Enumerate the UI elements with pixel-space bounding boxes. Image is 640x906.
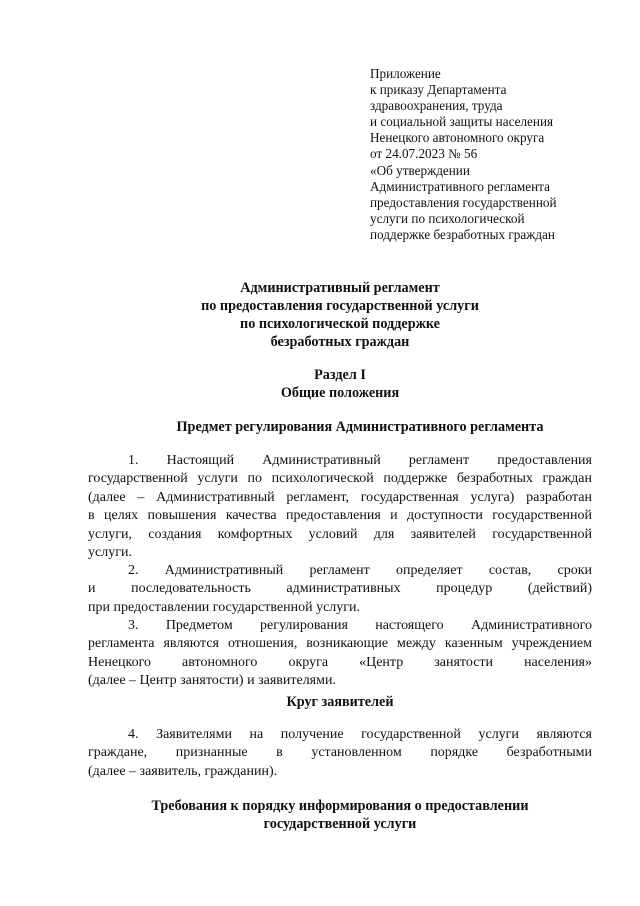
paragraph-line: 2. Административный регламент определяет состав, сроки bbox=[128, 563, 592, 578]
paragraph-line: услуги. bbox=[88, 545, 132, 561]
appendix-line: Административного регламента bbox=[370, 178, 550, 194]
appendix-block bbox=[370, 66, 620, 243]
document-title bbox=[60, 279, 620, 351]
section-name: Общие положения bbox=[280, 385, 400, 401]
paragraph-line: граждане, признанные в установленном порядке безработными bbox=[88, 745, 592, 761]
paragraph-line: (далее – Административный регламент, государственная услуга) разработан bbox=[88, 489, 592, 505]
appendix-line: от 24.07.2023 № 56 bbox=[370, 146, 478, 162]
paragraph-line: (далее – Центр занятости) и заявителями. bbox=[88, 673, 336, 689]
title-line: по предоставления государственной услуги bbox=[201, 298, 479, 314]
requirements-heading bbox=[60, 797, 620, 833]
appendix-line: здравоохранения, труда bbox=[370, 98, 503, 114]
paragraph-line: регламента являются отношения, возникающие между казенным учреждением bbox=[88, 636, 592, 652]
paragraph-4 bbox=[88, 726, 592, 781]
appendix-line: Ненецкого автономного округа bbox=[370, 130, 545, 146]
paragraph-line: государственной услуги по психологической поддержке безработных граждан bbox=[88, 471, 592, 487]
requirements-heading-line: Требования к порядку информирования о предоставлении bbox=[151, 798, 529, 814]
section-number: Раздел I bbox=[314, 367, 366, 383]
paragraph-line: и последовательность административных процедур (действий) bbox=[88, 581, 592, 597]
paragraph-1 bbox=[88, 452, 592, 562]
paragraph-3 bbox=[88, 617, 592, 691]
appendix-line: Приложение bbox=[370, 66, 441, 81]
appendix-line: поддержке безработных граждан bbox=[370, 226, 555, 242]
paragraph-line: 4. Заявителями на получение государственной услуги являются bbox=[128, 727, 592, 742]
paragraph-line: услуги, создания комфортных условий для заявителей государственной bbox=[88, 526, 592, 542]
title-line: по психологической поддержке bbox=[240, 316, 440, 332]
applicants-heading bbox=[60, 693, 620, 711]
section-heading bbox=[60, 366, 620, 402]
appendix-line: предоставления государственной bbox=[370, 194, 557, 210]
paragraph-line: (далее – заявитель, гражданин). bbox=[88, 763, 278, 779]
appendix-line: к приказу Департамента bbox=[370, 82, 507, 98]
applicants-heading-text: Круг заявителей bbox=[286, 694, 394, 710]
paragraph-line: при предоставлении государственной услуги. bbox=[88, 599, 361, 615]
appendix-line: «Об утверждении bbox=[370, 162, 470, 178]
paragraph-line: в целях повышения качества предоставления и доступности государственной bbox=[88, 508, 592, 524]
requirements-heading-line: государственной услуги bbox=[263, 816, 417, 832]
paragraph-line: 1. Настоящий Административный регламент предоставления bbox=[128, 453, 592, 468]
subject-heading bbox=[110, 418, 610, 436]
subject-heading-text: Предмет регулирования Административного регламента bbox=[176, 419, 544, 435]
paragraph-line: 3. Предметом регулирования настоящего Административного bbox=[128, 618, 592, 633]
paragraph-2 bbox=[88, 562, 592, 617]
paragraph-line: Ненецкого автономного округа «Центр занятости населения» bbox=[88, 654, 592, 670]
appendix-line: и социальной защиты населения bbox=[370, 114, 554, 130]
appendix-line: услуги по психологической bbox=[370, 210, 525, 226]
title-line: безработных граждан bbox=[270, 334, 410, 350]
title-line: Административный регламент bbox=[240, 280, 440, 296]
